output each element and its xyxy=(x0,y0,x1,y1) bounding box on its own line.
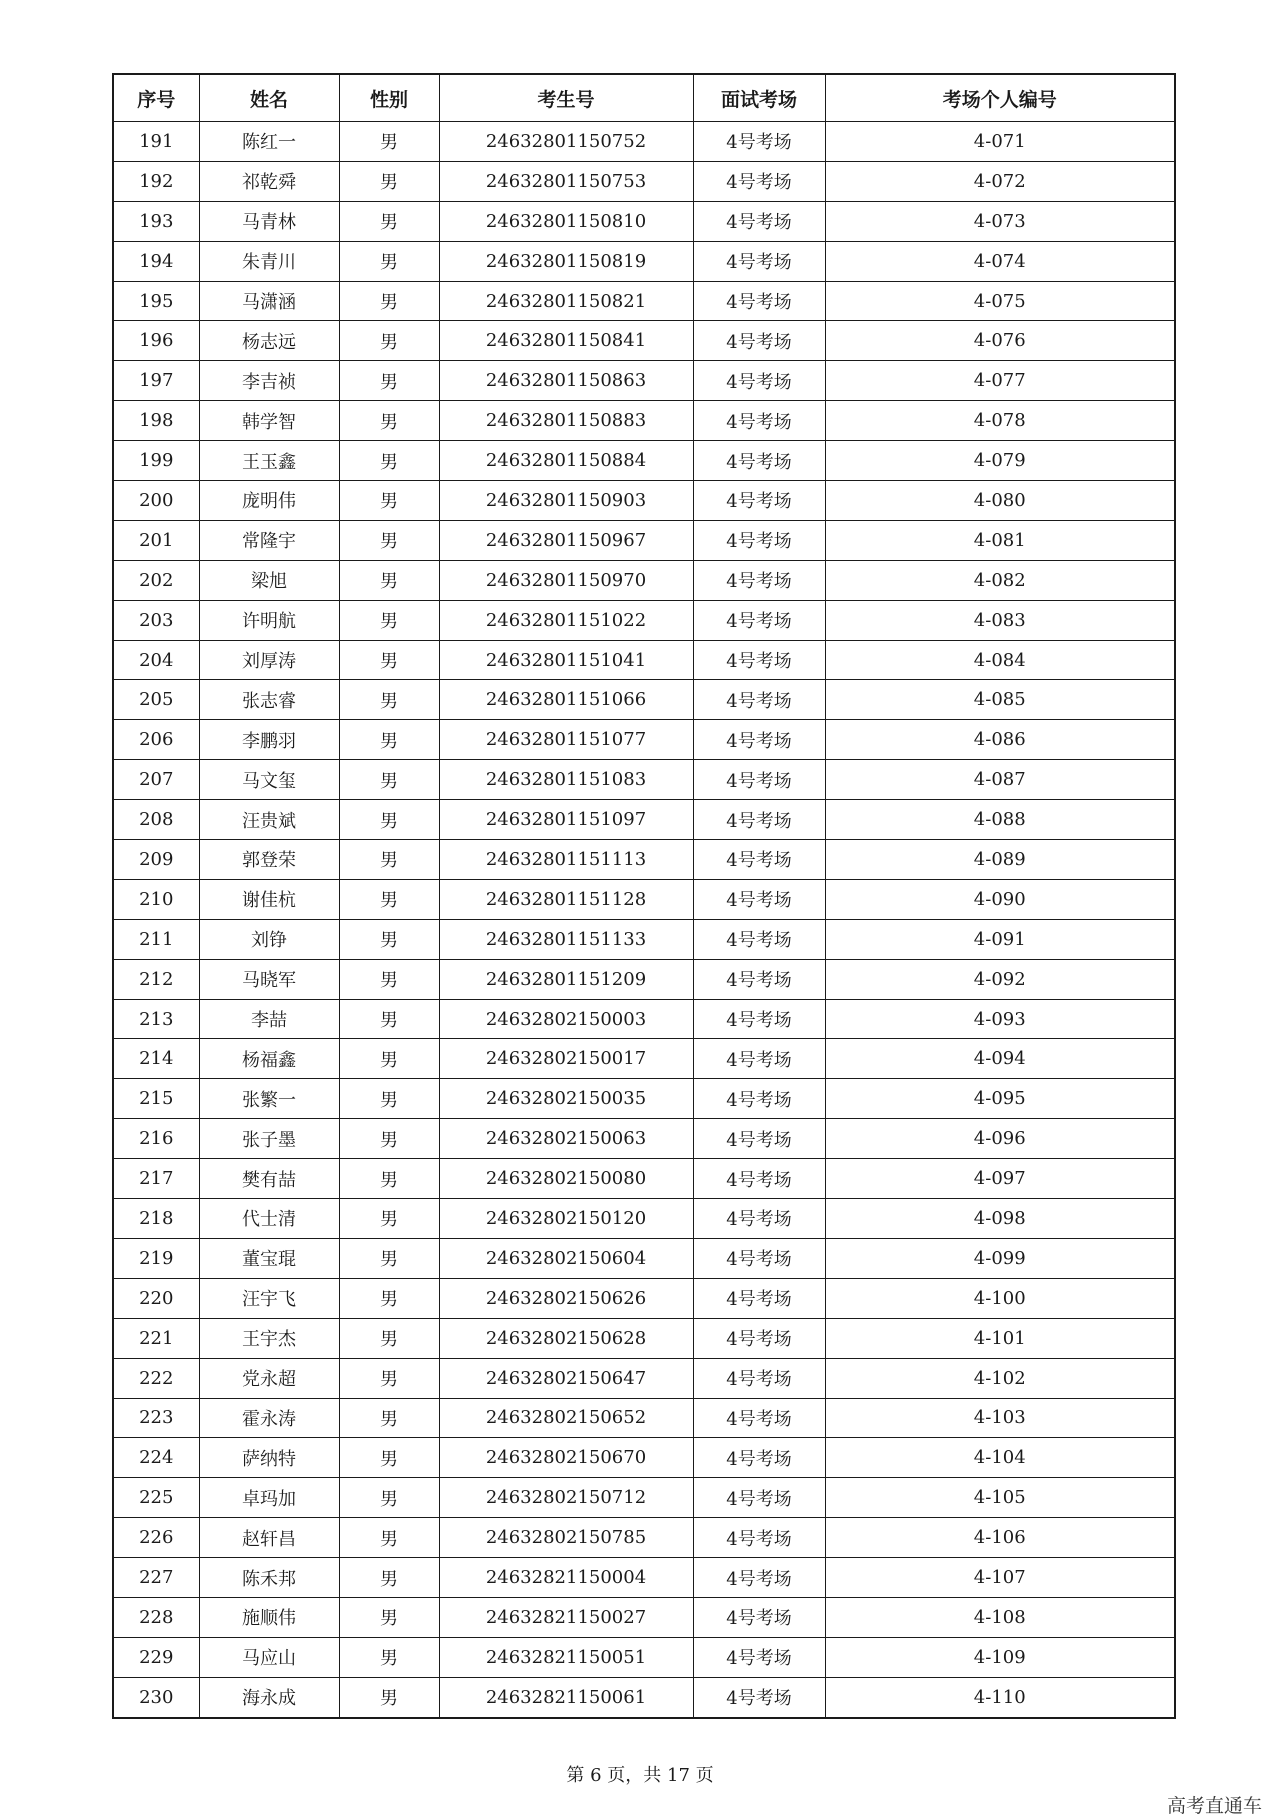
cell-exam-number: 24632802150035 xyxy=(439,1079,693,1119)
cell-interview-room: 4号考场 xyxy=(693,999,825,1039)
cell-exam-number: 24632802150120 xyxy=(439,1199,693,1239)
cell-exam-number: 24632802150628 xyxy=(439,1318,693,1358)
cell-name: 许明航 xyxy=(199,600,339,640)
cell-name: 常隆宇 xyxy=(199,520,339,560)
cell-index: 196 xyxy=(113,321,199,361)
cell-name: 赵轩昌 xyxy=(199,1518,339,1558)
cell-interview-room: 4号考场 xyxy=(693,1318,825,1358)
cell-name: 马文玺 xyxy=(199,760,339,800)
cell-personal-code: 4-106 xyxy=(825,1518,1175,1558)
cell-personal-code: 4-100 xyxy=(825,1278,1175,1318)
cell-interview-room: 4号考场 xyxy=(693,401,825,441)
cell-name: 霍永涛 xyxy=(199,1398,339,1438)
cell-name: 王宇杰 xyxy=(199,1318,339,1358)
cell-interview-room: 4号考场 xyxy=(693,959,825,999)
cell-exam-number: 24632801150967 xyxy=(439,520,693,560)
cell-personal-code: 4-091 xyxy=(825,919,1175,959)
cell-index: 191 xyxy=(113,122,199,162)
cell-index: 203 xyxy=(113,600,199,640)
cell-index: 202 xyxy=(113,560,199,600)
table-row xyxy=(113,361,1175,401)
cell-exam-number: 24632801151041 xyxy=(439,640,693,680)
cell-gender: 男 xyxy=(339,122,439,162)
cell-interview-room: 4号考场 xyxy=(693,520,825,560)
table-header-row xyxy=(113,74,1175,122)
candidate-table xyxy=(112,73,1176,1719)
table-row xyxy=(113,680,1175,720)
cell-name: 马应山 xyxy=(199,1637,339,1677)
cell-gender: 男 xyxy=(339,201,439,241)
cell-name: 马青林 xyxy=(199,201,339,241)
cell-name: 卓玛加 xyxy=(199,1478,339,1518)
cell-interview-room: 4号考场 xyxy=(693,879,825,919)
cell-personal-code: 4-084 xyxy=(825,640,1175,680)
table-row xyxy=(113,1159,1175,1199)
table-row xyxy=(113,1637,1175,1677)
table-row xyxy=(113,879,1175,919)
cell-gender: 男 xyxy=(339,1558,439,1598)
cell-name: 祁乾舜 xyxy=(199,161,339,201)
cell-name: 杨志远 xyxy=(199,321,339,361)
cell-interview-room: 4号考场 xyxy=(693,640,825,680)
cell-gender: 男 xyxy=(339,321,439,361)
cell-name: 陈红一 xyxy=(199,122,339,162)
table-row xyxy=(113,1677,1175,1717)
cell-exam-number: 24632801150863 xyxy=(439,361,693,401)
cell-name: 萨纳特 xyxy=(199,1438,339,1478)
cell-interview-room: 4号考场 xyxy=(693,720,825,760)
cell-interview-room: 4号考场 xyxy=(693,241,825,281)
cell-personal-code: 4-075 xyxy=(825,281,1175,321)
table-row xyxy=(113,840,1175,880)
cell-exam-number: 24632802150063 xyxy=(439,1119,693,1159)
header-personal-code: 考场个人编号 xyxy=(825,74,1175,122)
cell-index: 197 xyxy=(113,361,199,401)
table-row xyxy=(113,640,1175,680)
cell-personal-code: 4-089 xyxy=(825,840,1175,880)
table-row xyxy=(113,241,1175,281)
cell-gender: 男 xyxy=(339,1159,439,1199)
cell-interview-room: 4号考场 xyxy=(693,161,825,201)
cell-personal-code: 4-077 xyxy=(825,361,1175,401)
cell-name: 李喆 xyxy=(199,999,339,1039)
cell-name: 庞明伟 xyxy=(199,481,339,521)
cell-name: 张志睿 xyxy=(199,680,339,720)
cell-exam-number: 24632801150821 xyxy=(439,281,693,321)
cell-exam-number: 24632801151077 xyxy=(439,720,693,760)
cell-index: 225 xyxy=(113,1478,199,1518)
table-row xyxy=(113,1558,1175,1598)
cell-index: 215 xyxy=(113,1079,199,1119)
cell-personal-code: 4-081 xyxy=(825,520,1175,560)
cell-index: 195 xyxy=(113,281,199,321)
cell-name: 董宝琨 xyxy=(199,1238,339,1278)
cell-exam-number: 24632801150883 xyxy=(439,401,693,441)
cell-exam-number: 24632801150819 xyxy=(439,241,693,281)
cell-gender: 男 xyxy=(339,640,439,680)
table-row xyxy=(113,600,1175,640)
cell-interview-room: 4号考场 xyxy=(693,919,825,959)
cell-interview-room: 4号考场 xyxy=(693,481,825,521)
table-row xyxy=(113,959,1175,999)
cell-exam-number: 24632801151209 xyxy=(439,959,693,999)
cell-interview-room: 4号考场 xyxy=(693,680,825,720)
cell-exam-number: 24632801151066 xyxy=(439,680,693,720)
table-row xyxy=(113,1238,1175,1278)
cell-gender: 男 xyxy=(339,1278,439,1318)
cell-personal-code: 4-095 xyxy=(825,1079,1175,1119)
table-row xyxy=(113,919,1175,959)
cell-exam-number: 24632801151022 xyxy=(439,600,693,640)
cell-personal-code: 4-076 xyxy=(825,321,1175,361)
cell-gender: 男 xyxy=(339,600,439,640)
header-exam-number: 考生号 xyxy=(439,74,693,122)
cell-interview-room: 4号考场 xyxy=(693,1398,825,1438)
table-row xyxy=(113,1358,1175,1398)
cell-name: 樊有喆 xyxy=(199,1159,339,1199)
cell-name: 朱青川 xyxy=(199,241,339,281)
cell-exam-number: 24632801151113 xyxy=(439,840,693,880)
cell-interview-room: 4号考场 xyxy=(693,441,825,481)
cell-personal-code: 4-099 xyxy=(825,1238,1175,1278)
cell-exam-number: 24632802150670 xyxy=(439,1438,693,1478)
cell-exam-number: 24632802150080 xyxy=(439,1159,693,1199)
cell-gender: 男 xyxy=(339,1637,439,1677)
table-row xyxy=(113,1079,1175,1119)
cell-exam-number: 24632801150884 xyxy=(439,441,693,481)
cell-gender: 男 xyxy=(339,760,439,800)
table-row xyxy=(113,1518,1175,1558)
cell-name: 党永超 xyxy=(199,1358,339,1398)
cell-exam-number: 24632821150061 xyxy=(439,1677,693,1717)
cell-name: 李鹏羽 xyxy=(199,720,339,760)
cell-personal-code: 4-080 xyxy=(825,481,1175,521)
cell-exam-number: 24632801150752 xyxy=(439,122,693,162)
cell-gender: 男 xyxy=(339,1438,439,1478)
cell-exam-number: 24632801150810 xyxy=(439,201,693,241)
watermark-text: 高考直通车 xyxy=(1166,1795,1262,1817)
cell-exam-number: 24632801151097 xyxy=(439,800,693,840)
cell-index: 200 xyxy=(113,481,199,521)
cell-index: 201 xyxy=(113,520,199,560)
cell-index: 219 xyxy=(113,1238,199,1278)
cell-index: 210 xyxy=(113,879,199,919)
cell-interview-room: 4号考场 xyxy=(693,760,825,800)
cell-gender: 男 xyxy=(339,720,439,760)
cell-gender: 男 xyxy=(339,1677,439,1717)
page-number: 第 6 页，共 17 页 xyxy=(566,1765,714,1786)
cell-index: 228 xyxy=(113,1597,199,1637)
cell-personal-code: 4-092 xyxy=(825,959,1175,999)
table-row xyxy=(113,1039,1175,1079)
cell-exam-number: 24632801150841 xyxy=(439,321,693,361)
cell-personal-code: 4-097 xyxy=(825,1159,1175,1199)
table-row xyxy=(113,1398,1175,1438)
cell-interview-room: 4号考场 xyxy=(693,1238,825,1278)
cell-index: 226 xyxy=(113,1518,199,1558)
table-row xyxy=(113,201,1175,241)
cell-index: 205 xyxy=(113,680,199,720)
cell-gender: 男 xyxy=(339,441,439,481)
cell-personal-code: 4-109 xyxy=(825,1637,1175,1677)
cell-interview-room: 4号考场 xyxy=(693,1079,825,1119)
table-row xyxy=(113,161,1175,201)
cell-gender: 男 xyxy=(339,560,439,600)
cell-interview-room: 4号考场 xyxy=(693,1119,825,1159)
cell-index: 223 xyxy=(113,1398,199,1438)
cell-interview-room: 4号考场 xyxy=(693,800,825,840)
cell-exam-number: 24632802150652 xyxy=(439,1398,693,1438)
table-row xyxy=(113,560,1175,600)
cell-personal-code: 4-090 xyxy=(825,879,1175,919)
cell-exam-number: 24632801150970 xyxy=(439,560,693,600)
table-row xyxy=(113,520,1175,560)
cell-personal-code: 4-082 xyxy=(825,560,1175,600)
cell-name: 梁旭 xyxy=(199,560,339,600)
header-name: 姓名 xyxy=(199,74,339,122)
header-gender: 性别 xyxy=(339,74,439,122)
cell-personal-code: 4-103 xyxy=(825,1398,1175,1438)
cell-gender: 男 xyxy=(339,680,439,720)
table-row xyxy=(113,1199,1175,1239)
cell-interview-room: 4号考场 xyxy=(693,1518,825,1558)
cell-exam-number: 24632802150604 xyxy=(439,1238,693,1278)
cell-personal-code: 4-108 xyxy=(825,1597,1175,1637)
cell-index: 214 xyxy=(113,1039,199,1079)
cell-interview-room: 4号考场 xyxy=(693,840,825,880)
cell-index: 218 xyxy=(113,1199,199,1239)
table-row xyxy=(113,481,1175,521)
cell-gender: 男 xyxy=(339,800,439,840)
table-row xyxy=(113,1478,1175,1518)
cell-interview-room: 4号考场 xyxy=(693,1159,825,1199)
cell-personal-code: 4-104 xyxy=(825,1438,1175,1478)
table-row xyxy=(113,1278,1175,1318)
cell-exam-number: 24632802150626 xyxy=(439,1278,693,1318)
cell-gender: 男 xyxy=(339,1398,439,1438)
cell-index: 227 xyxy=(113,1558,199,1598)
cell-index: 213 xyxy=(113,999,199,1039)
table-row xyxy=(113,1597,1175,1637)
cell-interview-room: 4号考场 xyxy=(693,1438,825,1478)
table-row xyxy=(113,999,1175,1039)
cell-interview-room: 4号考场 xyxy=(693,1677,825,1717)
cell-gender: 男 xyxy=(339,1079,439,1119)
table-body xyxy=(113,122,1175,1718)
cell-interview-room: 4号考场 xyxy=(693,321,825,361)
cell-index: 222 xyxy=(113,1358,199,1398)
cell-exam-number: 24632801150753 xyxy=(439,161,693,201)
table-row xyxy=(113,1318,1175,1358)
cell-index: 192 xyxy=(113,161,199,201)
cell-exam-number: 24632801150903 xyxy=(439,481,693,521)
cell-interview-room: 4号考场 xyxy=(693,1558,825,1598)
cell-interview-room: 4号考场 xyxy=(693,1478,825,1518)
cell-index: 193 xyxy=(113,201,199,241)
cell-index: 211 xyxy=(113,919,199,959)
cell-exam-number: 24632821150004 xyxy=(439,1558,693,1598)
cell-gender: 男 xyxy=(339,1199,439,1239)
cell-exam-number: 24632802150785 xyxy=(439,1518,693,1558)
cell-interview-room: 4号考场 xyxy=(693,1637,825,1677)
cell-gender: 男 xyxy=(339,1039,439,1079)
cell-exam-number: 24632802150003 xyxy=(439,999,693,1039)
cell-name: 施顺伟 xyxy=(199,1597,339,1637)
cell-name: 郭登荣 xyxy=(199,840,339,880)
cell-interview-room: 4号考场 xyxy=(693,1597,825,1637)
cell-personal-code: 4-105 xyxy=(825,1478,1175,1518)
cell-personal-code: 4-074 xyxy=(825,241,1175,281)
table-row xyxy=(113,800,1175,840)
cell-index: 209 xyxy=(113,840,199,880)
cell-name: 谢佳杭 xyxy=(199,879,339,919)
cell-gender: 男 xyxy=(339,481,439,521)
cell-gender: 男 xyxy=(339,241,439,281)
cell-gender: 男 xyxy=(339,840,439,880)
cell-personal-code: 4-102 xyxy=(825,1358,1175,1398)
cell-index: 224 xyxy=(113,1438,199,1478)
table-row xyxy=(113,321,1175,361)
cell-gender: 男 xyxy=(339,1518,439,1558)
cell-personal-code: 4-093 xyxy=(825,999,1175,1039)
cell-exam-number: 24632802150017 xyxy=(439,1039,693,1079)
cell-index: 194 xyxy=(113,241,199,281)
cell-index: 208 xyxy=(113,800,199,840)
cell-gender: 男 xyxy=(339,1119,439,1159)
cell-personal-code: 4-087 xyxy=(825,760,1175,800)
cell-gender: 男 xyxy=(339,879,439,919)
cell-interview-room: 4号考场 xyxy=(693,1199,825,1239)
cell-gender: 男 xyxy=(339,919,439,959)
cell-personal-code: 4-085 xyxy=(825,680,1175,720)
cell-name: 陈禾邦 xyxy=(199,1558,339,1598)
cell-index: 220 xyxy=(113,1278,199,1318)
table-row xyxy=(113,1119,1175,1159)
cell-name: 马晓军 xyxy=(199,959,339,999)
cell-interview-room: 4号考场 xyxy=(693,122,825,162)
cell-personal-code: 4-073 xyxy=(825,201,1175,241)
cell-personal-code: 4-098 xyxy=(825,1199,1175,1239)
cell-index: 230 xyxy=(113,1677,199,1717)
cell-name: 杨福鑫 xyxy=(199,1039,339,1079)
cell-exam-number: 24632802150712 xyxy=(439,1478,693,1518)
cell-index: 198 xyxy=(113,401,199,441)
cell-name: 代士清 xyxy=(199,1199,339,1239)
cell-exam-number: 24632802150647 xyxy=(439,1358,693,1398)
cell-interview-room: 4号考场 xyxy=(693,1358,825,1398)
cell-personal-code: 4-072 xyxy=(825,161,1175,201)
cell-gender: 男 xyxy=(339,1318,439,1358)
cell-index: 206 xyxy=(113,720,199,760)
table-row xyxy=(113,122,1175,162)
cell-name: 韩学智 xyxy=(199,401,339,441)
cell-interview-room: 4号考场 xyxy=(693,1278,825,1318)
cell-personal-code: 4-110 xyxy=(825,1677,1175,1717)
cell-gender: 男 xyxy=(339,999,439,1039)
cell-index: 221 xyxy=(113,1318,199,1358)
cell-personal-code: 4-083 xyxy=(825,600,1175,640)
cell-exam-number: 24632821150051 xyxy=(439,1637,693,1677)
cell-gender: 男 xyxy=(339,520,439,560)
cell-interview-room: 4号考场 xyxy=(693,281,825,321)
cell-name: 汪贵斌 xyxy=(199,800,339,840)
cell-personal-code: 4-086 xyxy=(825,720,1175,760)
cell-name: 王玉鑫 xyxy=(199,441,339,481)
cell-index: 199 xyxy=(113,441,199,481)
cell-gender: 男 xyxy=(339,1238,439,1278)
header-index: 序号 xyxy=(113,74,199,122)
cell-index: 229 xyxy=(113,1637,199,1677)
cell-personal-code: 4-101 xyxy=(825,1318,1175,1358)
cell-gender: 男 xyxy=(339,161,439,201)
cell-exam-number: 24632801151128 xyxy=(439,879,693,919)
cell-personal-code: 4-078 xyxy=(825,401,1175,441)
cell-exam-number: 24632801151133 xyxy=(439,919,693,959)
cell-personal-code: 4-071 xyxy=(825,122,1175,162)
cell-gender: 男 xyxy=(339,959,439,999)
table-row xyxy=(113,441,1175,481)
cell-gender: 男 xyxy=(339,1358,439,1398)
table-row xyxy=(113,720,1175,760)
cell-interview-room: 4号考场 xyxy=(693,201,825,241)
cell-name: 汪宇飞 xyxy=(199,1278,339,1318)
header-interview-room: 面试考场 xyxy=(693,74,825,122)
cell-personal-code: 4-088 xyxy=(825,800,1175,840)
cell-exam-number: 24632821150027 xyxy=(439,1597,693,1637)
table-row xyxy=(113,760,1175,800)
cell-index: 204 xyxy=(113,640,199,680)
cell-gender: 男 xyxy=(339,1478,439,1518)
cell-interview-room: 4号考场 xyxy=(693,600,825,640)
cell-interview-room: 4号考场 xyxy=(693,560,825,600)
cell-index: 212 xyxy=(113,959,199,999)
table-row xyxy=(113,281,1175,321)
cell-name: 马潇涵 xyxy=(199,281,339,321)
cell-name: 海永成 xyxy=(199,1677,339,1717)
cell-index: 207 xyxy=(113,760,199,800)
cell-name: 刘厚涛 xyxy=(199,640,339,680)
cell-gender: 男 xyxy=(339,361,439,401)
table-row xyxy=(113,401,1175,441)
cell-index: 217 xyxy=(113,1159,199,1199)
cell-personal-code: 4-079 xyxy=(825,441,1175,481)
cell-gender: 男 xyxy=(339,1597,439,1637)
cell-name: 张子墨 xyxy=(199,1119,339,1159)
cell-name: 张繁一 xyxy=(199,1079,339,1119)
cell-name: 刘铮 xyxy=(199,919,339,959)
cell-name: 李吉祯 xyxy=(199,361,339,401)
cell-gender: 男 xyxy=(339,281,439,321)
cell-personal-code: 4-094 xyxy=(825,1039,1175,1079)
cell-index: 216 xyxy=(113,1119,199,1159)
cell-interview-room: 4号考场 xyxy=(693,361,825,401)
cell-gender: 男 xyxy=(339,401,439,441)
cell-interview-room: 4号考场 xyxy=(693,1039,825,1079)
cell-personal-code: 4-096 xyxy=(825,1119,1175,1159)
table-row xyxy=(113,1438,1175,1478)
cell-personal-code: 4-107 xyxy=(825,1558,1175,1598)
cell-exam-number: 24632801151083 xyxy=(439,760,693,800)
